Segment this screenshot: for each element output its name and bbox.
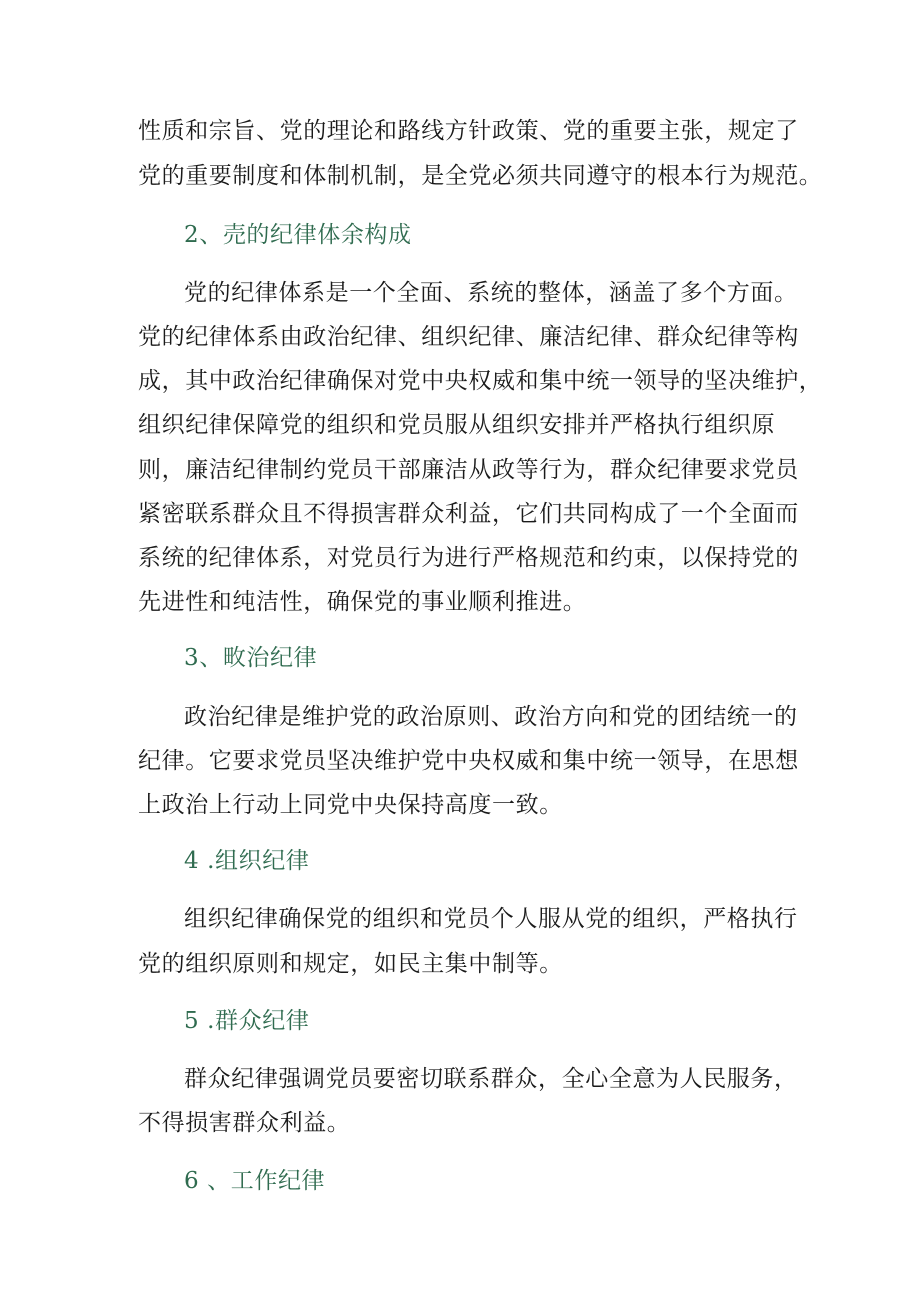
paragraph-line: 系统的纪律体系，对党员行为进行严格规范和约束，以保持党的 xyxy=(138,545,799,571)
paragraph-line: 党的组织原则和规定，如民主集中制等。 xyxy=(138,951,563,977)
paragraph-line: 组织纪律保障党的组织和党员服从组织安排并严格执行组织原 xyxy=(138,412,776,438)
paragraph-line: 党的重要制度和体制机制，是全党必须共同遵守的根本行为规范。 xyxy=(138,163,823,189)
paragraph-line: 组织纪律确保党的组织和党员个人服从党的组织，严格执行 xyxy=(184,906,798,932)
section-heading: 2、売的纪律体余构成 xyxy=(184,222,412,248)
paragraph-line: 紧密联系群众且不得损害群众利益，它们共同构成了一个全面而 xyxy=(138,501,799,527)
paragraph-line: 先进性和纯洁性，确保党的事业顺利推进。 xyxy=(138,589,587,615)
section-heading: 5 .群众纪律 xyxy=(184,1008,310,1034)
paragraph-line: 性质和宗旨、党的理论和路线方针政策、党的重要主张，规定了 xyxy=(138,118,799,144)
paragraph-line: 则，廉洁纪律制约党员干部廉洁从政等行为，群众纪律要求党员 xyxy=(138,457,799,483)
section-heading: 3、畋治纪律 xyxy=(184,645,318,671)
paragraph-line: 不得损害群众利益。 xyxy=(138,1110,351,1136)
section-heading: 6 、工作纪律 xyxy=(184,1168,326,1194)
paragraph-line: 党的纪律体系由政治纪律、组织纪律、廉洁纪律、群众纪律等构 xyxy=(138,324,799,350)
paragraph-line: 纪律。它要求党员坚决维护党中央权威和集中统一领导，在思想 xyxy=(138,748,799,774)
paragraph-line: 党的纪律体系是一个全面、系统的整体，涵盖了多个方面。 xyxy=(184,280,798,306)
paragraph-line: 上政治上行动上同党中央保持高度一致。 xyxy=(138,792,563,818)
paragraph-line: 成，其中政治纪律确保对党中央权威和集中统一领导的坚决维护， xyxy=(138,368,823,394)
paragraph-line: 群众纪律强调党员要密切联系群众，全心全意为人民服务， xyxy=(184,1066,798,1092)
section-heading: 4 .组织纪律 xyxy=(184,848,310,874)
paragraph-line: 政治纪律是维护党的政治原则、政治方向和党的团结统一的 xyxy=(184,704,798,730)
